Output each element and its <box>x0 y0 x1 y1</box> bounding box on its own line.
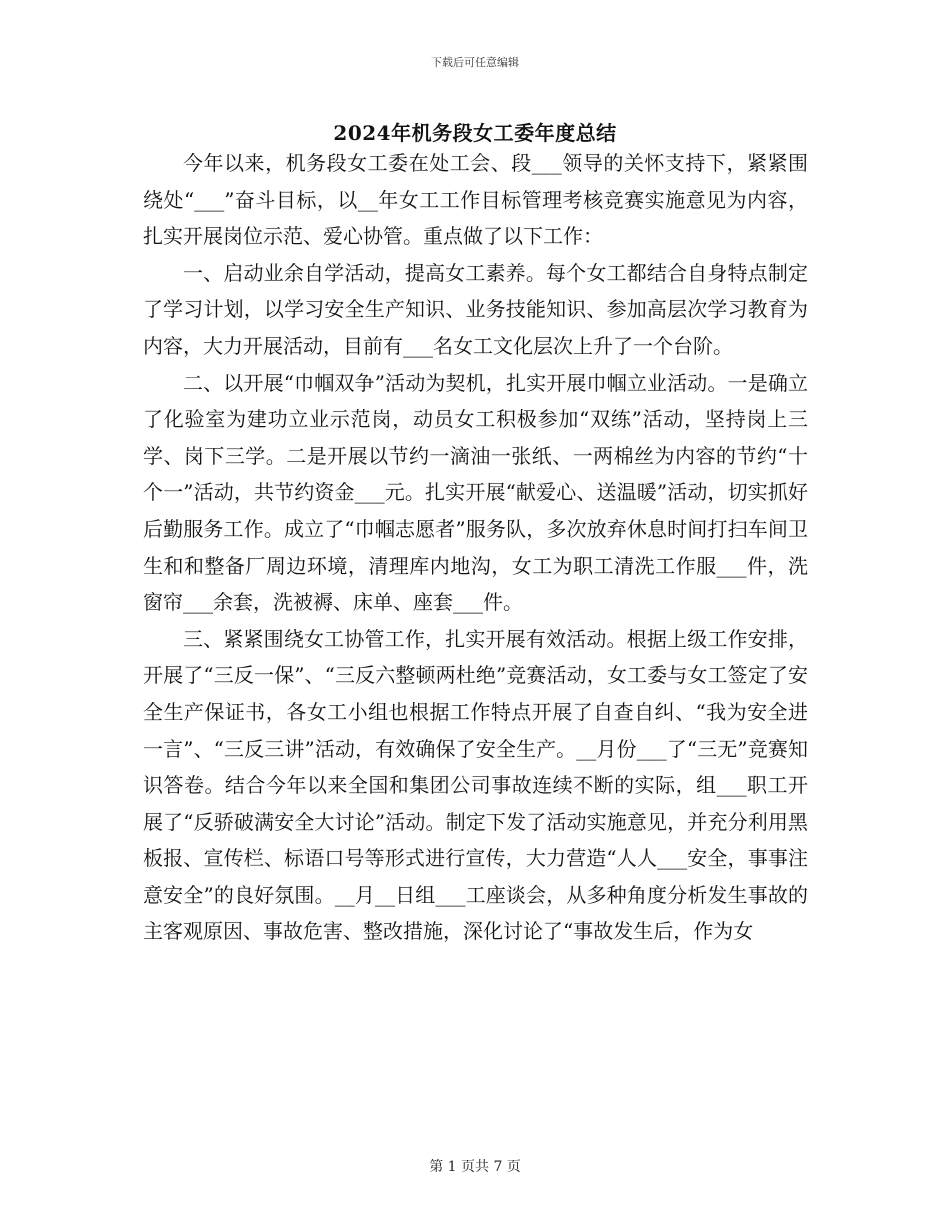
paragraph-intro: 今年以来，机务段女工委在处工会、段___领导的关怀支持下，紧紧围绕处“___”奋斗目标，以__年女工工作目标管理考核竞赛实施意见为内容，扎实开展岗位示范、爱心协管。重点做了以下工作： <box>143 151 808 249</box>
paragraph-section-3: 三、紧紧围绕女工协管工作，扎实开展有效活动。根据上级工作安排，开展了“三反一保”、“三反六整顿两杜绝”竞赛活动，女工委与女工签定了安全生产保证书，各女工小组也根据工作特点开展了自查自纠、“我为安全进一言”、“三反三讲”活动，有效确保了安全生产。__月份___了“三无”竞赛知识答卷。结合今年以来全国和集团公司事故连续不断的实际，组___职工开展了“反骄破满安全大讨论”活动。制定下发了活动实施意见，并充分利用黑板报、宣传栏、标语口号等形式进行宣传，大力营造“人人___安全，事事注意安全”的良好氛围。__月__日组___工座谈会，从多种角度分析发生事故的主客观原因、事故危害、整改措施，深化讨论了“事故发生后，作为女 <box>143 626 808 944</box>
paragraph-section-1: 一、启动业余自学活动，提高女工素养。每个女工都结合自身特点制定了学习计划，以学习安全生产知识、业务技能知识、参加高层次学习教育为内容，大力开展活动，目前有___名女工文化层次上升了一个台阶。 <box>143 260 808 358</box>
header-note: 下载后可任意编辑 <box>431 56 519 69</box>
paragraph-section-2: 二、以开展“巾帼双争”活动为契机，扎实开展巾帼立业活动。一是确立了化验室为建功立业示范岗，动员女工积极参加“双练”活动，坚持岗上三学、岗下三学。二是开展以节约一滴油一张纸、一两棉丝为内容的节约“十个一”活动，共节约资金___元。扎实开展“献爱心、送温暖”活动，切实抓好后勤服务工作。成立了“巾帼志愿者”服务队，多次放弃休息时间打扫车间卫生和和整备厂周边环境，清理库内地沟，女工为职工清洗工作服___件，洗窗帘___余套，洗被褥、床单、座套___件。 <box>143 370 808 615</box>
page-number: 第 1 页共 7 页 <box>429 1159 521 1175</box>
document-body <box>143 145 808 950</box>
document-title: 2024年机务段女工委年度总结 <box>333 121 617 145</box>
